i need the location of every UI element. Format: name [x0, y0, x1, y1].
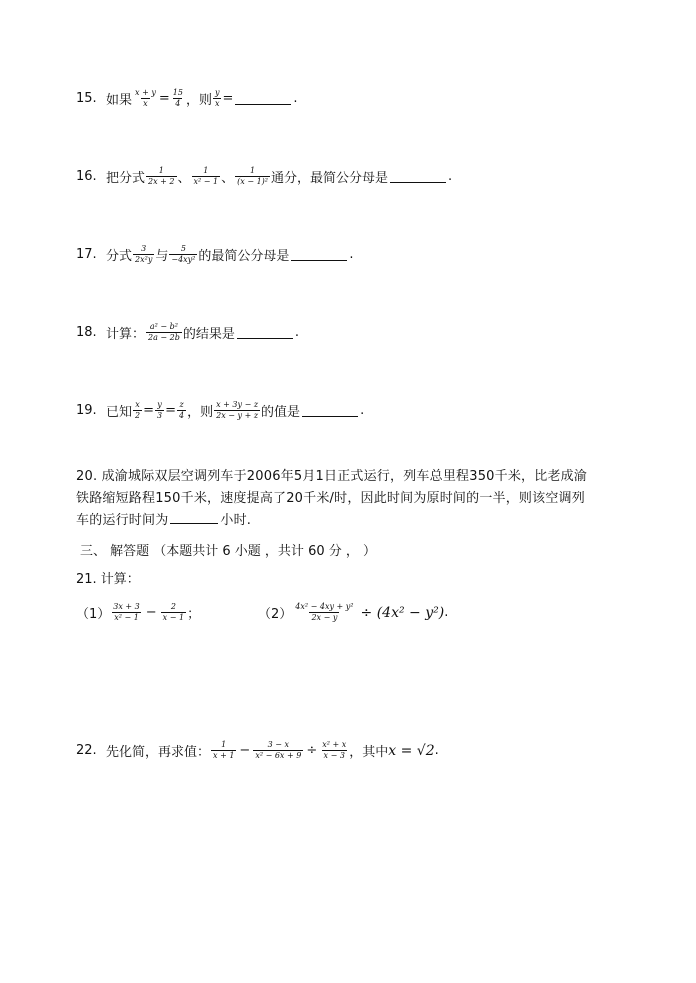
answer-blank[interactable]	[170, 511, 218, 524]
fraction: $\frac{1}{2x + 2}$	[148, 166, 175, 186]
equals-sign: =	[158, 91, 170, 106]
question-number: 22.	[76, 743, 97, 758]
fraction: $\frac{\text{4x² − 4xy + y²}}{2x - y}$	[295, 602, 354, 622]
question-text: 的最简公分母是	[198, 249, 290, 264]
period: .	[444, 605, 449, 620]
question-text: 的结果是	[182, 327, 235, 342]
fraction: $\frac{5}{\text{−4xy²}}$	[171, 244, 196, 264]
division-sign: ÷	[306, 743, 318, 758]
question-21-part-2	[258, 602, 448, 623]
fraction: $\frac{z}{4}$	[179, 400, 185, 420]
question-21-part-1	[76, 602, 200, 623]
part-label: （2）	[258, 607, 293, 622]
fraction: $\frac{y}{3}$	[157, 400, 163, 420]
question-text: 分式	[106, 249, 133, 264]
question-number: 19.	[76, 403, 97, 418]
question-20	[76, 466, 621, 532]
answer-blank[interactable]	[390, 170, 446, 183]
question-text: ，其中	[349, 745, 389, 760]
question-15	[76, 88, 298, 109]
equals-sign: =	[165, 403, 177, 418]
minus-sign: −	[145, 605, 157, 620]
fraction: $\frac{1}{x + 1}$	[213, 740, 235, 760]
question-number: 15.	[76, 91, 97, 106]
semicolon: ；	[187, 607, 201, 622]
fraction: $\frac{15}{4}$	[172, 88, 183, 108]
question-text: 21. 计算：	[76, 572, 140, 587]
question-text: 与	[155, 249, 169, 264]
question-text: 先化简，再求值：	[106, 745, 211, 760]
question-text: 已知	[106, 405, 133, 420]
question-text: 的值是	[261, 405, 301, 420]
fraction: $\frac{y}{x}$	[214, 88, 220, 108]
separator: 、	[221, 171, 235, 186]
question-text-line-1: 20. 成渝城际双层空调列车于2006年5月1日正式运行，列车总里程350千米，比老成渝	[76, 469, 588, 484]
fraction: $\frac{x + y}{x}$	[135, 88, 156, 108]
question-text: ，则	[185, 93, 212, 108]
question-number: 18.	[76, 325, 97, 340]
period: .	[434, 743, 439, 758]
fraction: $\frac{1}{\text{x² − 1}}$	[193, 166, 219, 186]
question-17	[76, 244, 354, 265]
separator: 、	[177, 171, 191, 186]
answer-blank[interactable]	[291, 248, 347, 261]
question-19	[76, 400, 364, 421]
question-text-line-2: 铁路缩短路程150千米，速度提高了20千米/时，因此时间为原时间的一半，则该空调列	[76, 491, 585, 506]
question-text: 通分，最简公分母是	[270, 171, 388, 186]
question-22	[76, 740, 439, 761]
period: .	[293, 91, 298, 106]
fraction: $\frac{\text{x² + x}}{x - 3}$	[322, 740, 347, 760]
question-number: 16.	[76, 169, 97, 184]
section-title-text: 三、 解答题 （本题共计 6 小题 ，共计 60 分 ， ）	[80, 544, 377, 559]
question-text: ，则	[187, 405, 214, 420]
question-text: 如果	[106, 93, 133, 108]
period: .	[448, 169, 453, 184]
question-16	[76, 166, 452, 187]
equals-sign: =	[143, 403, 155, 418]
fraction: $\frac{2}{x - 1}$	[162, 602, 185, 622]
question-text-line-3: 车的运行时间为 小时.	[76, 513, 252, 528]
equals-sign: =	[222, 91, 234, 106]
fraction: $\frac{3 - x}{\text{x² − 6x + 9}}$	[255, 740, 302, 760]
answer-blank[interactable]	[302, 404, 358, 417]
answer-blank[interactable]	[237, 326, 293, 339]
divisor-expression: ÷ (4x² − y²)	[360, 604, 445, 621]
part-label: （1）	[76, 607, 111, 622]
question-21-title	[76, 568, 140, 587]
answer-blank[interactable]	[235, 92, 291, 105]
fraction: $\frac{3}{\text{2x²y}}$	[135, 244, 153, 264]
fraction: $\frac{\text{a² − b²}}{2a - 2b}$	[148, 322, 180, 342]
minus-sign: −	[239, 743, 251, 758]
condition-expression: x = √2	[388, 742, 435, 759]
question-18	[76, 322, 299, 343]
period: .	[360, 403, 365, 418]
fraction: $\frac{1}{\text{(x − 1)²}}$	[237, 166, 268, 186]
period: .	[349, 247, 354, 262]
fraction: $\frac{x + 3y - z}{2x - y + z}$	[216, 400, 259, 420]
section-title	[80, 540, 376, 559]
fraction: $\frac{3x + 3}{\text{x² − 1}}$	[113, 602, 140, 622]
fraction: $\frac{x}{2}$	[135, 400, 141, 420]
period: .	[294, 325, 300, 340]
question-number: 17.	[76, 247, 97, 262]
question-text: 计算：	[106, 327, 146, 342]
question-text: 把分式	[106, 171, 146, 186]
